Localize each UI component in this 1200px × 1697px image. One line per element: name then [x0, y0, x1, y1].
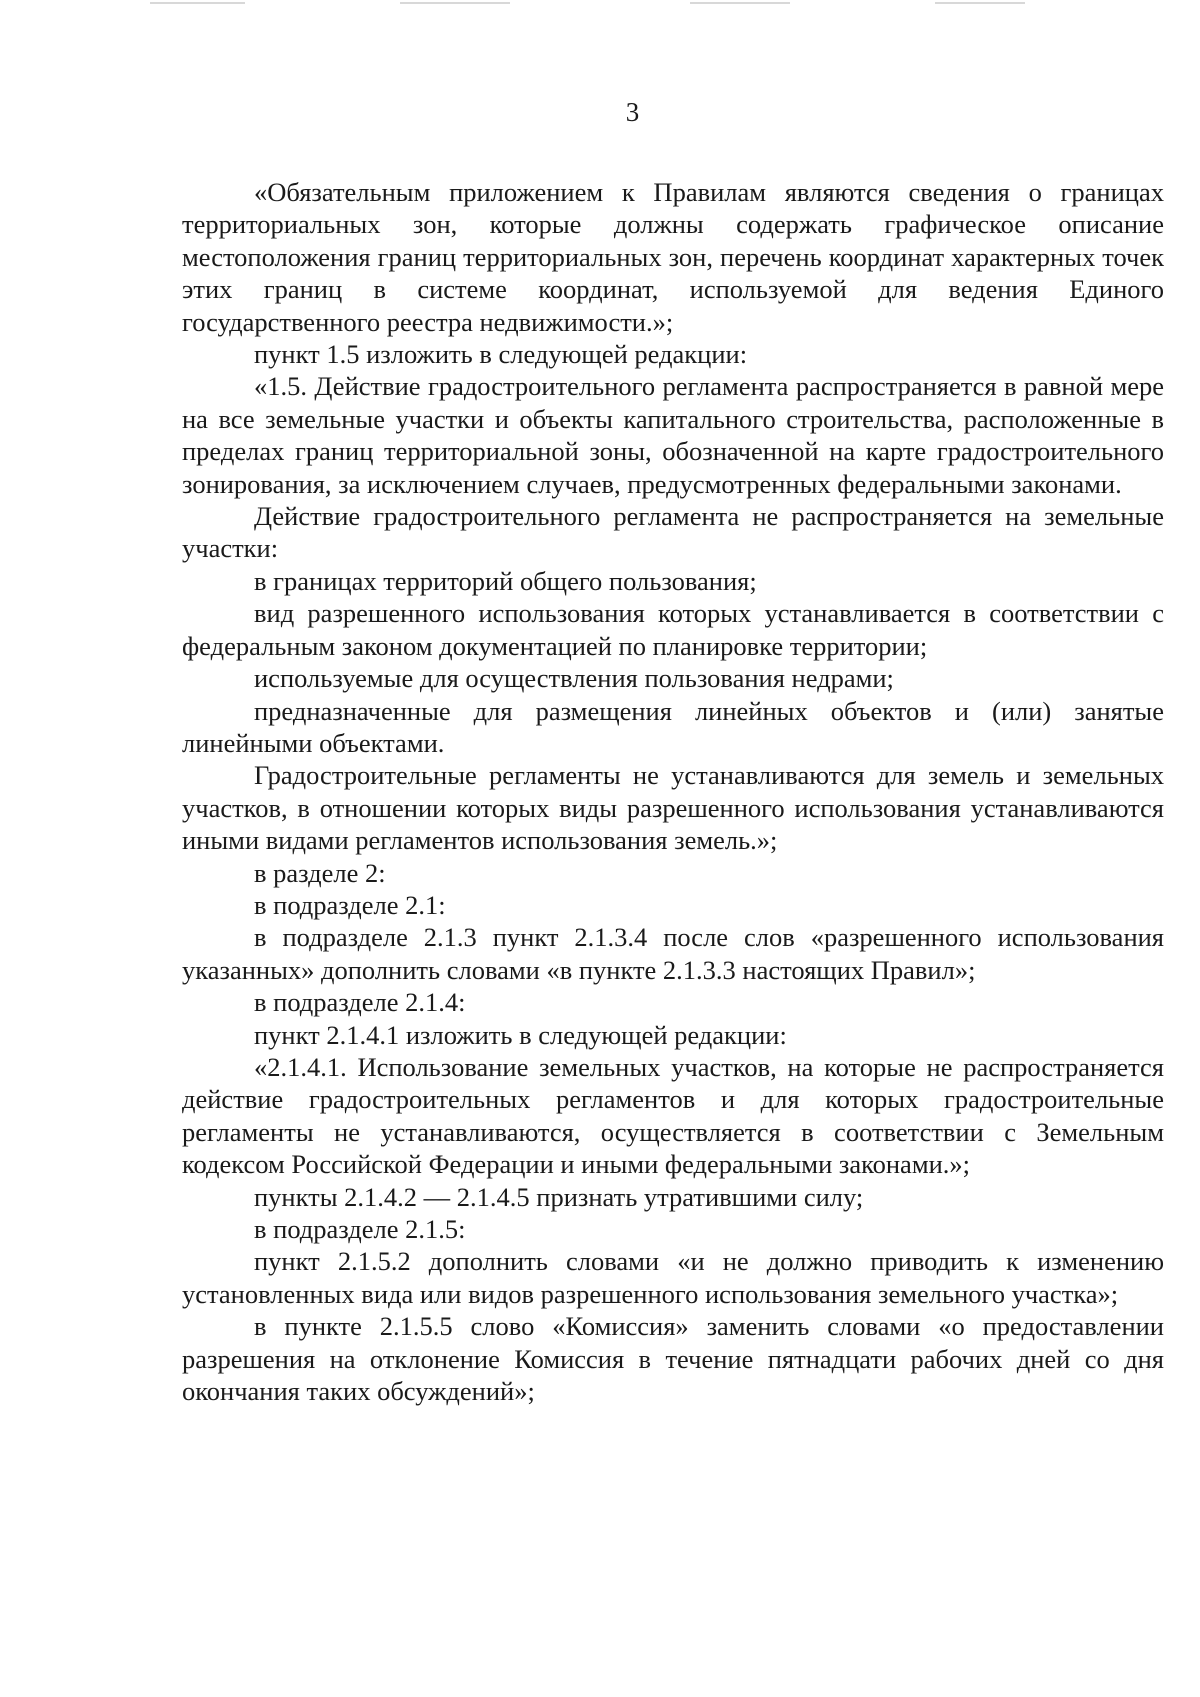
- scan-mark: [690, 2, 790, 4]
- paragraph: в подразделе 2.1.3 пункт 2.1.3.4 после слов «разрешенного использования указанных» дополнить словами «в пункте 2.1.3.3 настоящих Правил»;: [182, 922, 1164, 985]
- paragraph: пункты 2.1.4.2 — 2.1.4.5 признать утратившими силу;: [254, 1181, 864, 1212]
- paragraph: Градостроительные регламенты не устанавливаются для земель и земельных участков, в отношении которых виды разрешенного использования устанавливаются иными видами регламентов использования земель.»;: [182, 760, 1164, 856]
- paragraph: используемые для осуществления пользования недрами;: [254, 663, 894, 694]
- paragraph: в границах территорий общего пользования;: [254, 565, 757, 596]
- paragraph: пункт 2.1.5.2 дополнить словами «и не должно приводить к изменению установленных вида или видов разрешенного использования земельного участка»;: [182, 1246, 1164, 1309]
- paragraph: в разделе 2:: [254, 857, 386, 888]
- scan-mark: [150, 2, 245, 4]
- paragraph: «Обязательным приложением к Правилам являются сведения о границах территориальных зон, которые должны содержать графическое описание местоположения границ территориальных зон, перечень координат характерных точек этих границ в системе координат, используемой для ведения Единого государственного реестра недвижимости.»;: [182, 177, 1164, 337]
- paragraph: в подразделе 2.1:: [254, 889, 446, 920]
- paragraph: в подразделе 2.1.4:: [254, 987, 466, 1018]
- scan-mark: [935, 2, 1025, 4]
- page-number: 3: [625, 97, 640, 127]
- paragraph: «1.5. Действие градостроительного регламента распространяется в равной мере на все земельные участки и объекты капитального строительства, расположенные в пределах границ территориальной зоны, обозначенной на карте градостроительного зонирования, за исключением случаев, предусмотренных федеральными законами.: [182, 371, 1164, 499]
- paragraph: в пункте 2.1.5.5 слово «Комиссия» заменить словами «о предоставлении разрешения на отклонение Комиссия в течение пятнадцати рабочих дней со дня окончания таких обсуждений»;: [182, 1311, 1164, 1407]
- paragraph: пункт 1.5 изложить в следующей редакции:: [254, 339, 748, 370]
- paragraph: пункт 2.1.4.1 изложить в следующей редакции:: [254, 1019, 787, 1050]
- paragraph: предназначенные для размещения линейных объектов и (или) занятые линейными объектами.: [182, 695, 1164, 758]
- paragraph: вид разрешенного использования которых устанавливается в соответствии с федеральным законом документацией по планировке территории;: [182, 598, 1164, 661]
- scan-mark: [400, 2, 510, 4]
- scan-edge-artifact: [0, 0, 1200, 10]
- paragraph: Действие градостроительного регламента не распространяется на земельные участки:: [182, 501, 1164, 564]
- paragraph: в подразделе 2.1.5:: [254, 1214, 466, 1244]
- document-body: [182, 176, 1164, 1407]
- paragraph: «2.1.4.1. Использование земельных участков, на которые не распространяется действие градостроительных регламентов и для которых градостроительные регламенты не устанавливаются, осуществляется в соответствии с Земельным кодексом Российской Федерации и иными федеральными законами.»;: [182, 1051, 1164, 1180]
